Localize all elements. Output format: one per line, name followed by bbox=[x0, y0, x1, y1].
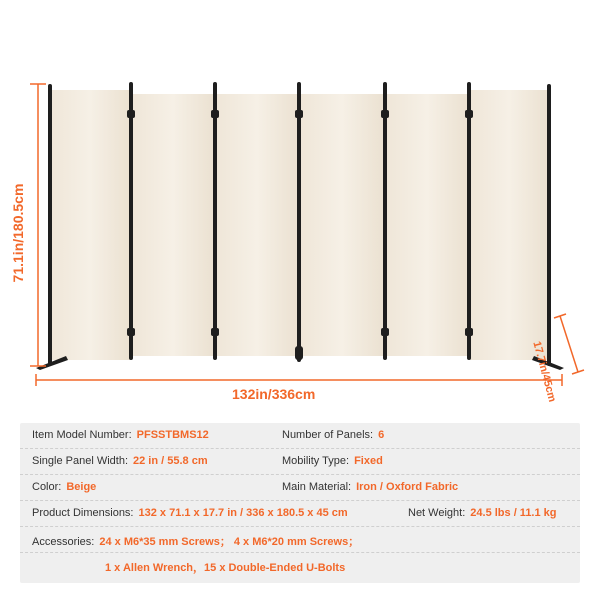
spec-row-model bbox=[20, 423, 580, 449]
height-dimension-label: 71.1in/180.5cm bbox=[10, 183, 26, 283]
panel-2 bbox=[132, 94, 214, 356]
net-weight-value: 24.5 lbs / 11.1 kg bbox=[470, 507, 557, 519]
product-dimensions-value: 132 x 71.1 x 17.7 in / 336 x 180.5 x 45 cm bbox=[138, 507, 348, 519]
mobility-value: Fixed bbox=[354, 455, 383, 467]
panel-3 bbox=[216, 94, 298, 356]
model-label: Item Model Number: bbox=[32, 429, 132, 441]
color-label: Color: bbox=[32, 481, 62, 493]
depth-dimension-label: 17.7in/45cm bbox=[530, 340, 559, 404]
spec-row-accessories bbox=[20, 527, 580, 553]
accessories-value-line-2: 1 x Allen Wrench，15 x Double-Ended U-Bolts bbox=[105, 562, 346, 574]
material-label: Main Material: bbox=[282, 481, 352, 493]
panel-1 bbox=[50, 90, 130, 360]
accessories-value-line-1: 24 x M6*35 mm Screws； 4 x M6*20 mm Screws； bbox=[99, 536, 360, 548]
net-weight-label: Net Weight: bbox=[408, 507, 466, 519]
width-dimension-line bbox=[36, 374, 562, 386]
height-dimension-line bbox=[30, 84, 46, 366]
panel-4 bbox=[300, 94, 384, 356]
model-value: PFSSTBMS12 bbox=[136, 429, 209, 441]
material-value: Iron / Oxford Fabric bbox=[356, 481, 459, 493]
spec-row-color bbox=[20, 475, 580, 501]
panel-6 bbox=[470, 90, 548, 360]
depth-dimension-line bbox=[554, 314, 584, 374]
panels-label: Number of Panels: bbox=[282, 429, 374, 441]
mobility-label: Mobility Type: bbox=[282, 455, 350, 467]
accessories-label: Accessories: bbox=[32, 536, 95, 548]
panel-width-value: 22 in / 55.8 cm bbox=[133, 455, 208, 467]
spec-row-dimensions bbox=[20, 501, 580, 527]
spec-table bbox=[20, 423, 580, 583]
panel-width-label: Single Panel Width: bbox=[32, 455, 128, 467]
panel-5 bbox=[386, 94, 468, 356]
width-dimension-label: 132in/336cm bbox=[232, 386, 316, 402]
spec-row-width bbox=[20, 449, 580, 475]
spec-row-accessories-continued bbox=[20, 553, 580, 578]
color-value: Beige bbox=[66, 481, 97, 493]
panels-value: 6 bbox=[378, 429, 385, 441]
product-dimensions-label: Product Dimensions: bbox=[32, 507, 134, 519]
